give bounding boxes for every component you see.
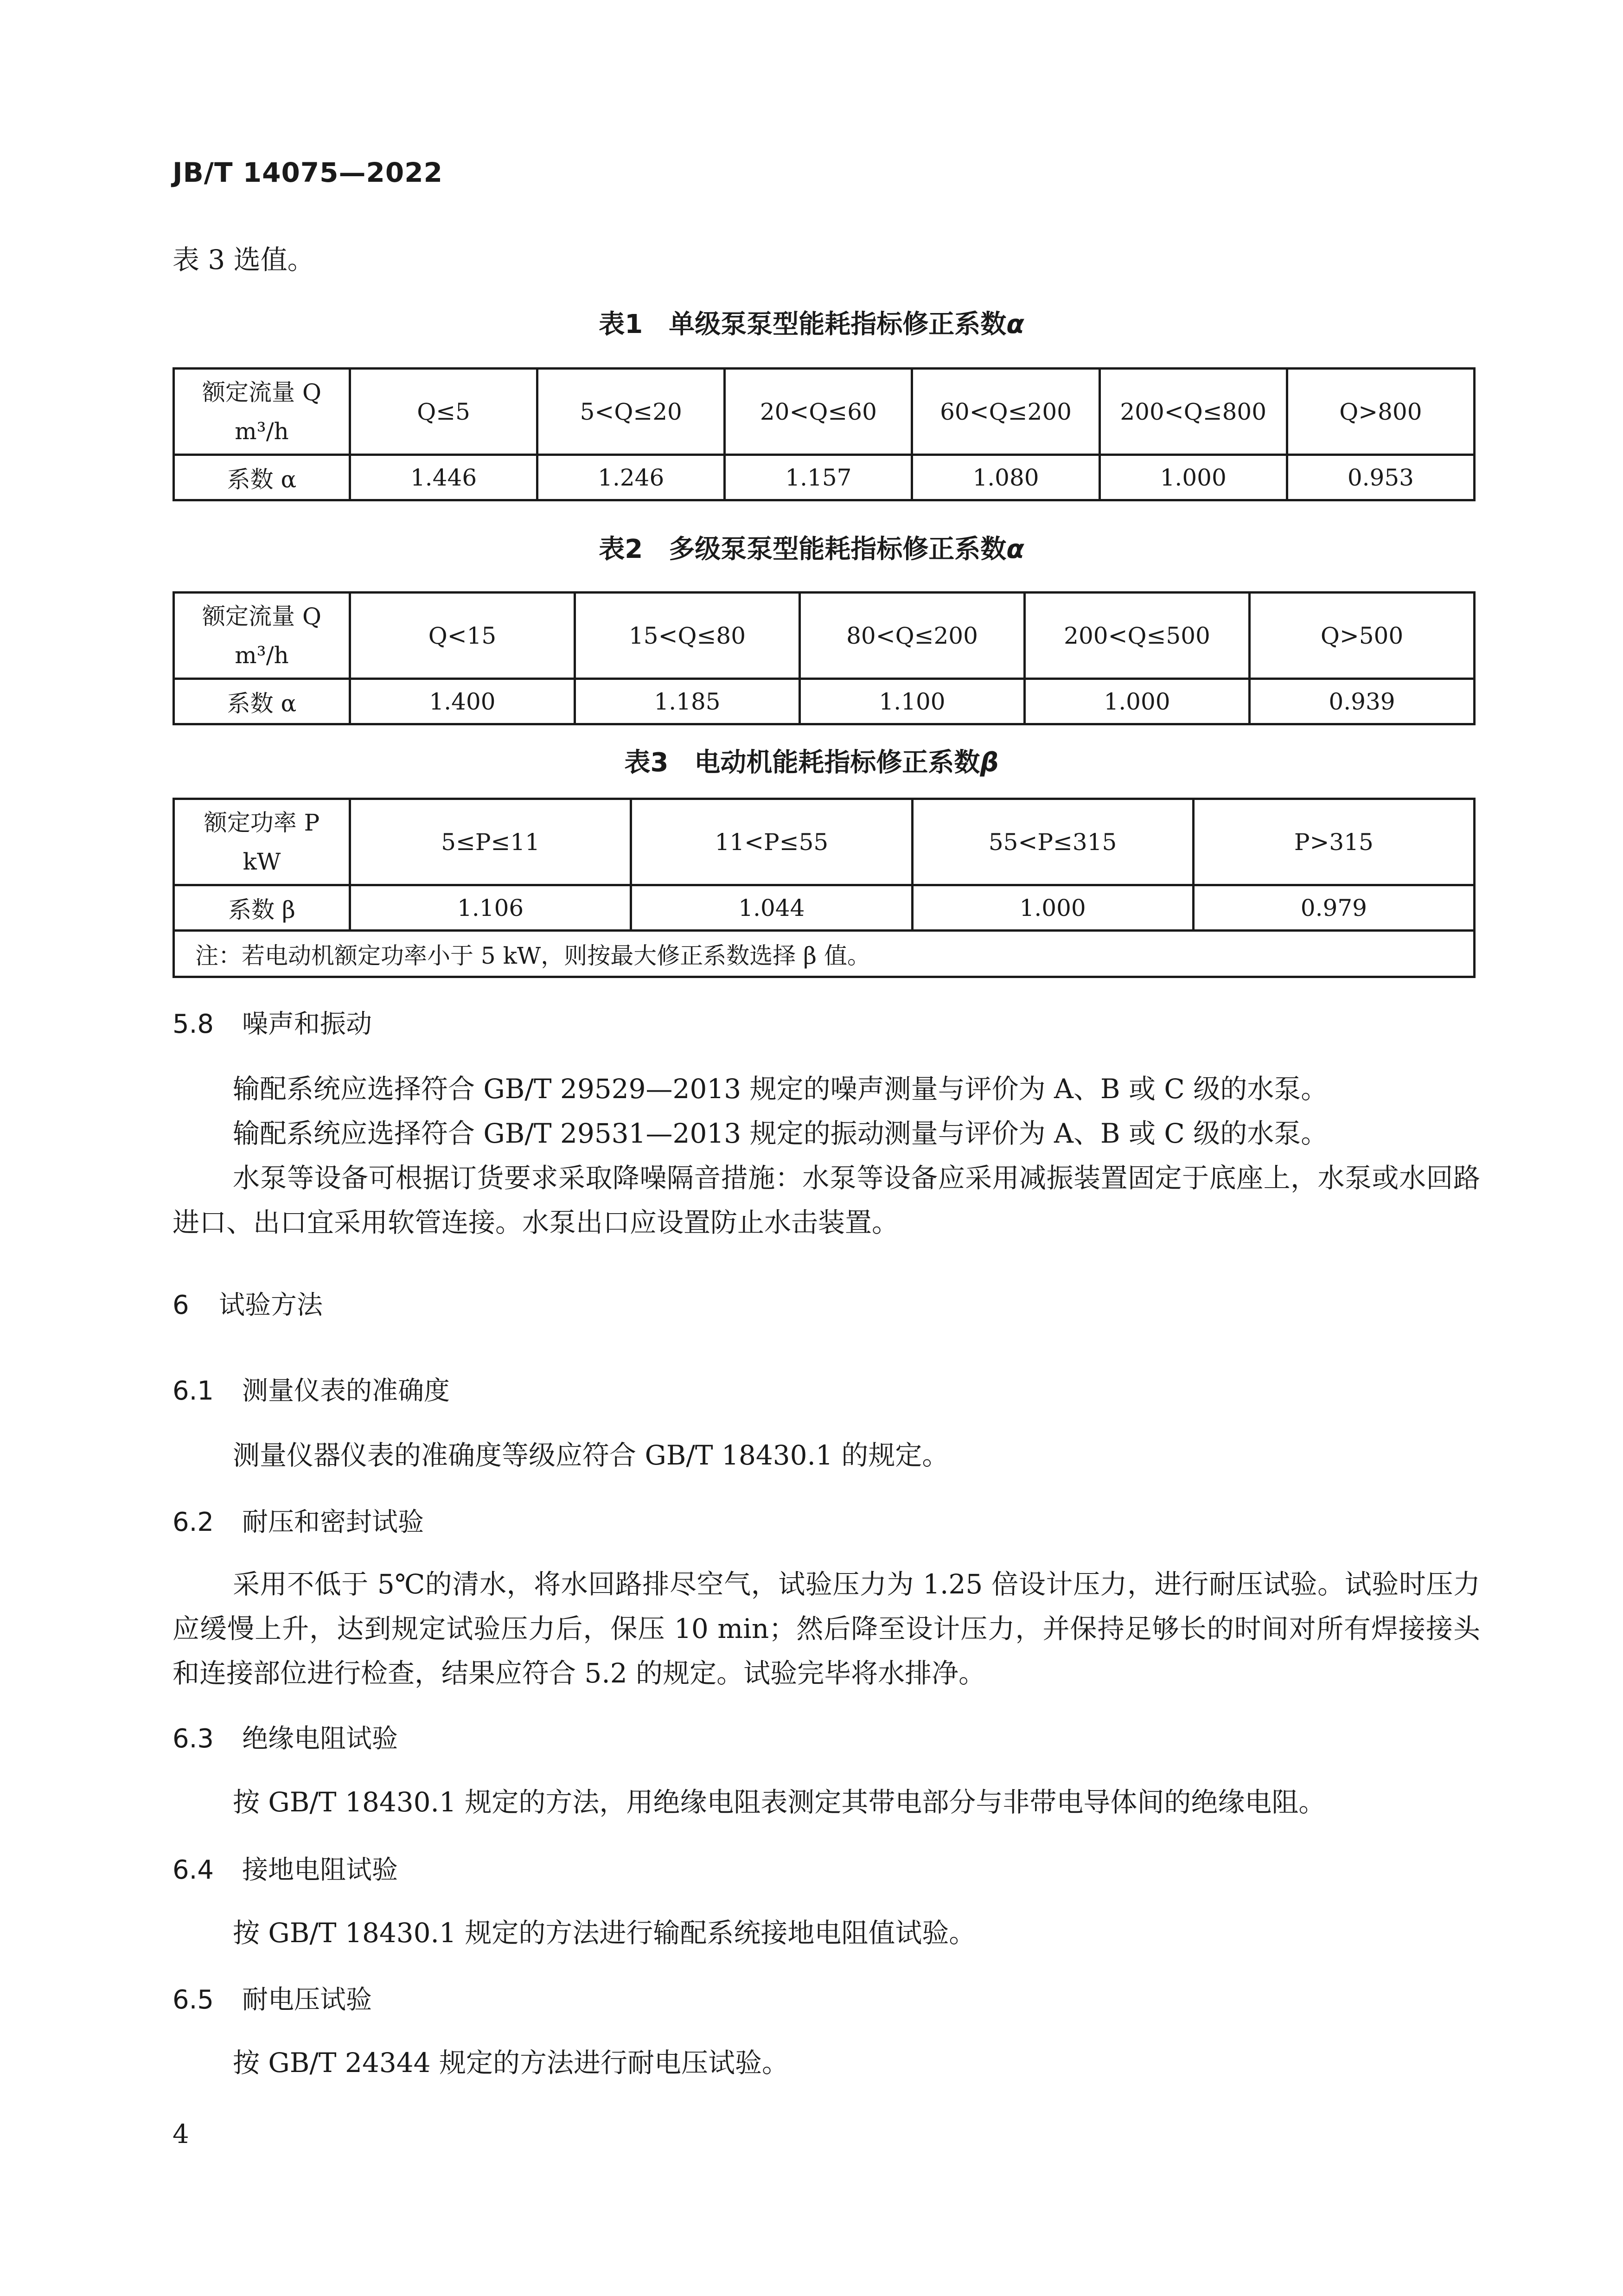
standard-code: JB/T 14075—2022 xyxy=(173,157,443,188)
section-number: 6.4 xyxy=(173,1855,214,1885)
table1-range-cell: Q≤5 xyxy=(350,369,537,455)
section-number: 6.3 xyxy=(173,1724,214,1754)
table2-range-cell: 80<Q≤200 xyxy=(800,593,1025,679)
section-title: 噪声和振动 xyxy=(242,1009,372,1039)
table1-title xyxy=(0,304,1623,341)
table1-title-text: 表1 单级泵泵型能耗指标修正系数 xyxy=(599,309,1007,339)
table3-range-cell: P>315 xyxy=(1193,799,1474,885)
table1-value-row xyxy=(174,455,1475,500)
table2-value-cell: 1.400 xyxy=(350,679,575,724)
section-title: 接地电阻试验 xyxy=(242,1855,398,1885)
section-6-5-para: 按 GB/T 24344 规定的方法进行耐电压试验。 xyxy=(233,2047,789,2079)
table3-range-cell: 11<P≤55 xyxy=(631,799,912,885)
table1-value-cell: 1.246 xyxy=(537,455,725,500)
table2-header-row xyxy=(174,593,1475,679)
section-number: 6 xyxy=(173,1290,189,1320)
table1-header-row xyxy=(174,369,1475,455)
table1-row-label: 系数 α xyxy=(174,455,350,500)
table1-range-cell: 60<Q≤200 xyxy=(912,369,1099,455)
table2-value-cell: 1.100 xyxy=(800,679,1025,724)
section-5-8-heading xyxy=(173,1004,372,1041)
table2-title-text: 表2 多级泵泵型能耗指标修正系数 xyxy=(599,534,1007,564)
section-number: 6.1 xyxy=(173,1376,214,1406)
chapter-6-heading xyxy=(173,1285,323,1322)
table1-range-cell: 5<Q≤20 xyxy=(537,369,725,455)
table3-value-cell: 1.106 xyxy=(350,885,631,931)
table3-value-cell: 1.044 xyxy=(631,885,912,931)
table2-title-symbol: α xyxy=(1006,534,1024,564)
section-6-3-para: 按 GB/T 18430.1 规定的方法，用绝缘电阻表测定其带电部分与非带电导体间的绝缘电阻。 xyxy=(233,1786,1326,1818)
table3-header-label-line2: kW xyxy=(243,848,281,875)
section-6-4-heading xyxy=(173,1849,398,1887)
section-6-2-para: 采用不低于 5℃的清水，将水回路排尽空气，试验压力为 1.25 倍设计压力，进行耐压试验。试验时压力应缓慢上升，达到规定试验压力后，保压 10 min；然后降至设计压力，并保持足够长的时间对所有焊接接头和连接部位进行检查，结果应符合 5.2 的规定。试验完毕将水排净。 xyxy=(173,1568,1480,1689)
lead-text: 表 3 选值。 xyxy=(173,244,314,275)
table3-motor-coefficient xyxy=(173,798,1476,978)
table1-value-cell: 0.953 xyxy=(1287,455,1474,500)
table3-value-row xyxy=(174,885,1475,931)
table1-header-label-line1: 额定流量 Q xyxy=(202,378,321,406)
table2-value-cell: 1.185 xyxy=(575,679,800,724)
table3-title-text: 表3 电动机能耗指标修正系数 xyxy=(624,748,980,778)
table3-note: 注：若电动机额定功率小于 5 kW，则按最大修正系数选择 β 值。 xyxy=(174,931,1475,977)
section-number: 6.2 xyxy=(173,1507,214,1537)
table1-header-label-line2: m³/h xyxy=(235,417,289,445)
table2-header-label-line2: m³/h xyxy=(235,641,289,669)
section-5-8-para-1: 输配系统应选择符合 GB/T 29529—2013 规定的噪声测量与评价为 A、B 或 C 级的水泵。 xyxy=(233,1073,1328,1105)
table2-value-row xyxy=(174,679,1475,724)
table2-value-cell: 0.939 xyxy=(1250,679,1475,724)
section-6-3-heading xyxy=(173,1718,398,1755)
section-title: 耐电压试验 xyxy=(242,1985,372,2015)
table1-range-cell: Q>800 xyxy=(1287,369,1474,455)
section-title: 试验方法 xyxy=(219,1290,323,1320)
section-5-8-para-3: 水泵等设备可根据订货要求采取降噪隔音措施：水泵等设备应采用减振装置固定于底座上，水泵或水回路进口、出口宜采用软管连接。水泵出口应设置防止水击装置。 xyxy=(173,1162,1480,1238)
section-number: 6.5 xyxy=(173,1985,214,2015)
table3-title-symbol: β xyxy=(980,748,999,778)
table2-range-cell: 15<Q≤80 xyxy=(575,593,800,679)
section-number: 5.8 xyxy=(173,1009,214,1039)
table1-range-cell: 200<Q≤800 xyxy=(1099,369,1287,455)
table1-value-cell: 1.000 xyxy=(1099,455,1287,500)
section-title: 耐压和密封试验 xyxy=(242,1507,424,1537)
table3-header-label xyxy=(174,799,350,885)
table3-range-cell: 55<P≤315 xyxy=(912,799,1193,885)
page-number: 4 xyxy=(173,2119,189,2149)
table3-header-row xyxy=(174,799,1475,885)
table2-range-cell: 200<Q≤500 xyxy=(1025,593,1250,679)
table2-multi-stage-pump xyxy=(173,591,1476,725)
section-6-1-para: 测量仪器仪表的准确度等级应符合 GB/T 18430.1 的规定。 xyxy=(233,1439,949,1471)
section-6-5-heading xyxy=(173,1979,372,2016)
table2-range-cell: Q>500 xyxy=(1250,593,1475,679)
section-6-4-para: 按 GB/T 18430.1 规定的方法进行输配系统接地电阻值试验。 xyxy=(233,1917,976,1949)
section-title: 测量仪表的准确度 xyxy=(242,1376,450,1406)
table1-value-cell: 1.080 xyxy=(912,455,1099,500)
table1-range-cell: 20<Q≤60 xyxy=(725,369,912,455)
table1-value-cell: 1.157 xyxy=(725,455,912,500)
table3-row-label: 系数 β xyxy=(174,885,350,931)
table3-value-cell: 0.979 xyxy=(1193,885,1474,931)
table2-title xyxy=(0,529,1623,566)
table1-value-cell: 1.446 xyxy=(350,455,537,500)
table3-header-label-line1: 额定功率 P xyxy=(204,809,320,836)
table3-range-cell: 5≤P≤11 xyxy=(350,799,631,885)
table2-header-label xyxy=(174,593,350,679)
table2-header-label-line1: 额定流量 Q xyxy=(202,602,321,630)
table1-single-stage-pump xyxy=(173,367,1476,501)
section-title: 绝缘电阻试验 xyxy=(242,1724,398,1754)
table1-title-symbol: α xyxy=(1006,309,1024,339)
table2-range-cell: Q<15 xyxy=(350,593,575,679)
table3-note-row xyxy=(174,931,1475,977)
table3-title xyxy=(0,742,1623,779)
table3-value-cell: 1.000 xyxy=(912,885,1193,931)
table2-value-cell: 1.000 xyxy=(1025,679,1250,724)
section-6-2-heading xyxy=(173,1502,424,1539)
table1-header-label xyxy=(174,369,350,455)
section-5-8-para-2: 输配系统应选择符合 GB/T 29531—2013 规定的振动测量与评价为 A、B 或 C 级的水泵。 xyxy=(233,1118,1328,1149)
table2-row-label: 系数 α xyxy=(174,679,350,724)
section-6-1-heading xyxy=(173,1370,450,1407)
